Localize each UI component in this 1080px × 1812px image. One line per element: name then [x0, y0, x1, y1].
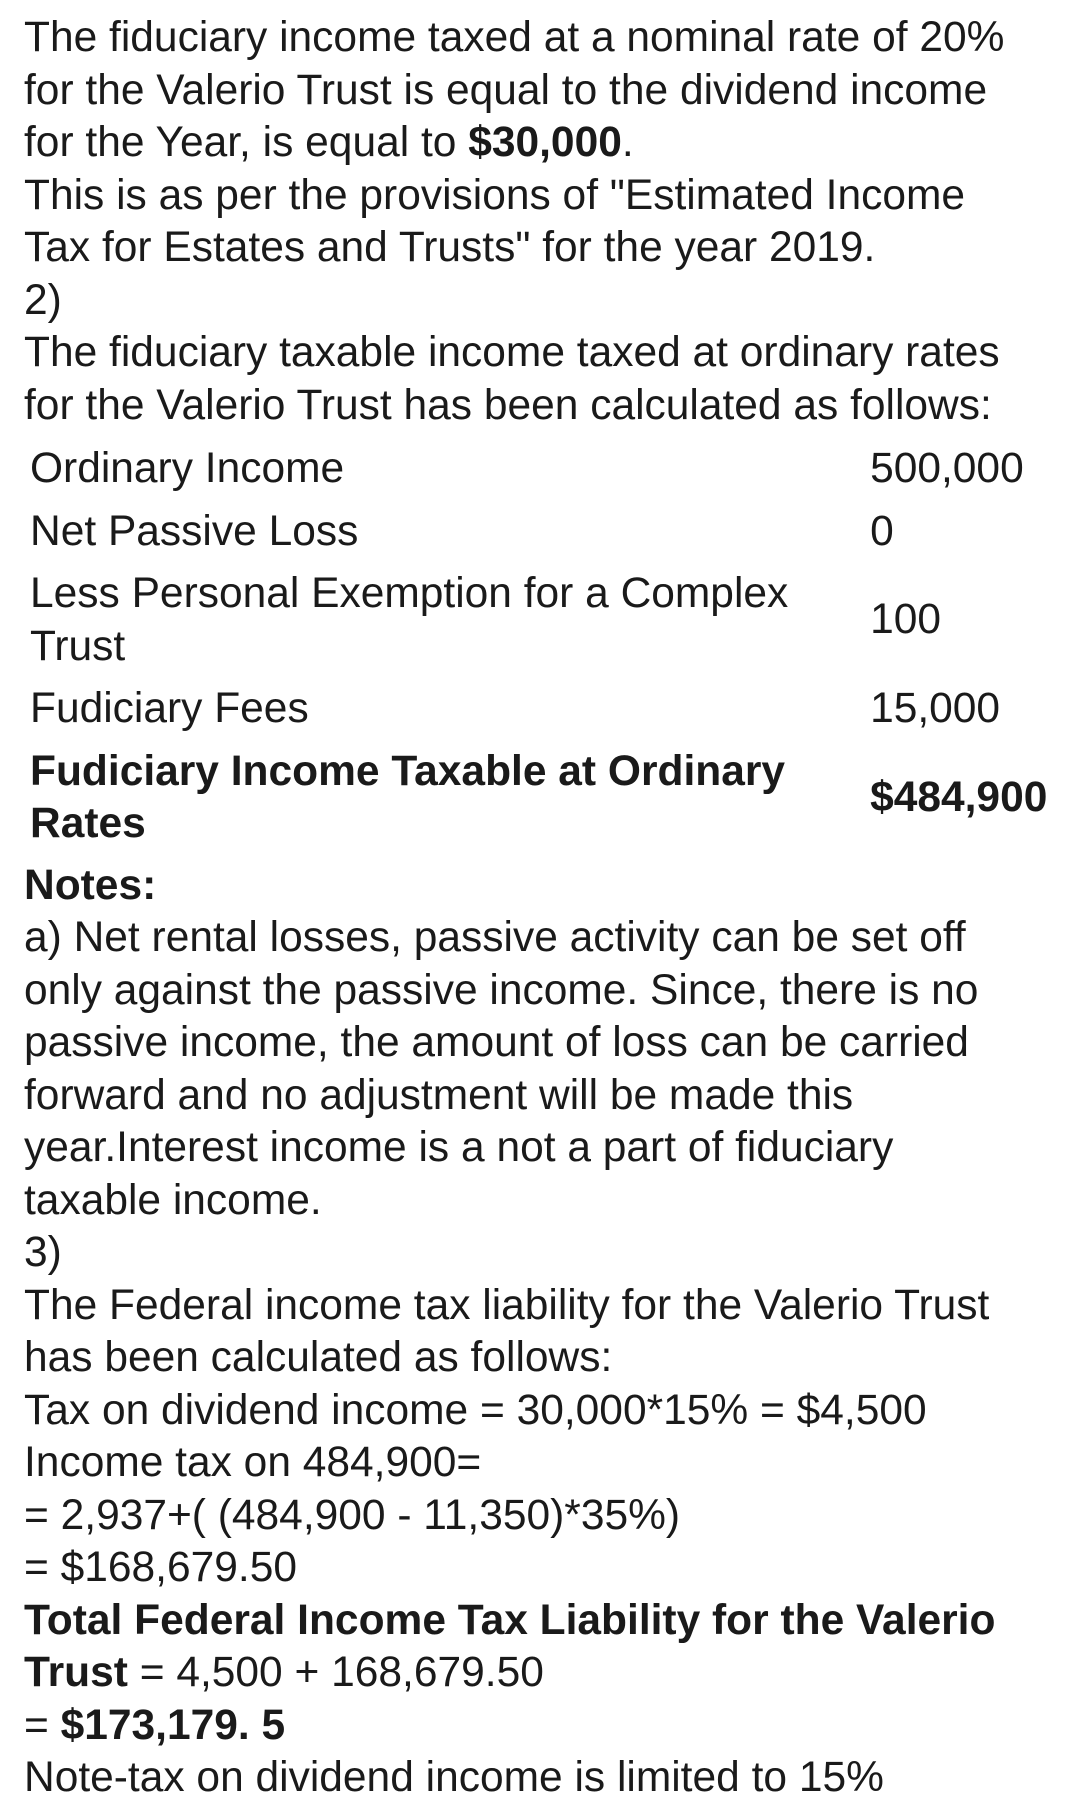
text-span: =	[24, 1701, 61, 1749]
total-value: $484,900	[870, 773, 1048, 821]
text-line: The fiduciary taxable income taxed at ordinary rates	[24, 329, 1000, 376]
row-value: 0	[870, 507, 894, 555]
text-span: .	[621, 119, 634, 166]
section-1	[24, 12, 1054, 275]
text-line: This is as per the provisions of "Estimated Income	[24, 171, 966, 219]
notes-heading: Notes:	[24, 861, 157, 909]
table-row	[30, 438, 1050, 501]
text-line: only against the passive income. Since, there is no	[24, 966, 979, 1014]
text-line: for the Valerio Trust has been calculated as follows:	[24, 381, 992, 429]
text-line: = $168,679.50	[24, 1544, 297, 1591]
row-label: Fudiciary Fees	[30, 685, 309, 732]
text-line	[24, 1647, 1054, 1700]
text-line: Tax for Estates and Trusts" for the year 2019.	[24, 224, 876, 271]
section-number: 2)	[24, 276, 62, 324]
row-value: 100	[870, 596, 941, 644]
text-line: The fiduciary income taxed at a nominal rate of 20%	[24, 14, 1005, 61]
taxable-income-table	[30, 438, 1050, 856]
text-span: = 4,500 + 168,679.50	[127, 1649, 544, 1696]
section-2	[24, 275, 1054, 856]
table-row	[30, 501, 1050, 564]
text-line: a) Net rental losses, passive activity can be set off	[24, 914, 966, 961]
total-liability-heading: Total Federal Income Tax Liability for the Valerio	[24, 1596, 996, 1644]
text-line	[24, 1700, 1054, 1753]
row-value: 500,000	[870, 445, 1024, 492]
table-row	[30, 678, 1050, 741]
text-span: Trust	[24, 1649, 128, 1696]
text-line: The Federal income tax liability for the Valerio Trust	[24, 1281, 990, 1329]
text-line: forward and no adjustment will be made this	[24, 1071, 854, 1119]
row-label: Less Personal Exemption for a Complex Trust	[30, 570, 789, 670]
section-3	[24, 1227, 1054, 1805]
text-line: Tax on dividend income = 30,000*15% = $4,500	[24, 1386, 927, 1434]
notes-section	[24, 860, 1054, 1228]
dividend-income-amount: $30,000	[468, 119, 622, 166]
total-label: Fudiciary Income Taxable at Ordinary Rates	[30, 747, 786, 847]
text-line: = 2,937+( (484,900 - 11,350)*35%)	[24, 1491, 681, 1539]
text-line	[24, 117, 1054, 170]
text-line: year.Interest income is a not a part of fiduciary	[24, 1124, 894, 1171]
text-line: Income tax on 484,900=	[24, 1439, 482, 1486]
row-value: 15,000	[870, 685, 1001, 732]
section-number: 3)	[24, 1229, 62, 1276]
text-line: passive income, the amount of loss can be carried	[24, 1019, 969, 1066]
table-row	[30, 563, 1050, 678]
row-label: Net Passive Loss	[30, 507, 359, 555]
table-total-row	[30, 741, 1050, 856]
text-line: has been calculated as follows:	[24, 1334, 613, 1381]
text-line: for the Valerio Trust is equal to the dividend income	[24, 66, 988, 114]
row-label: Ordinary Income	[30, 445, 345, 492]
text-span: for the Year, is equal to	[24, 119, 469, 166]
total-liability-amount: $173,179. 5	[60, 1701, 286, 1749]
text-line: taxable income.	[24, 1176, 322, 1224]
footnote: Note-tax on dividend income is limited to 15%	[24, 1754, 884, 1801]
